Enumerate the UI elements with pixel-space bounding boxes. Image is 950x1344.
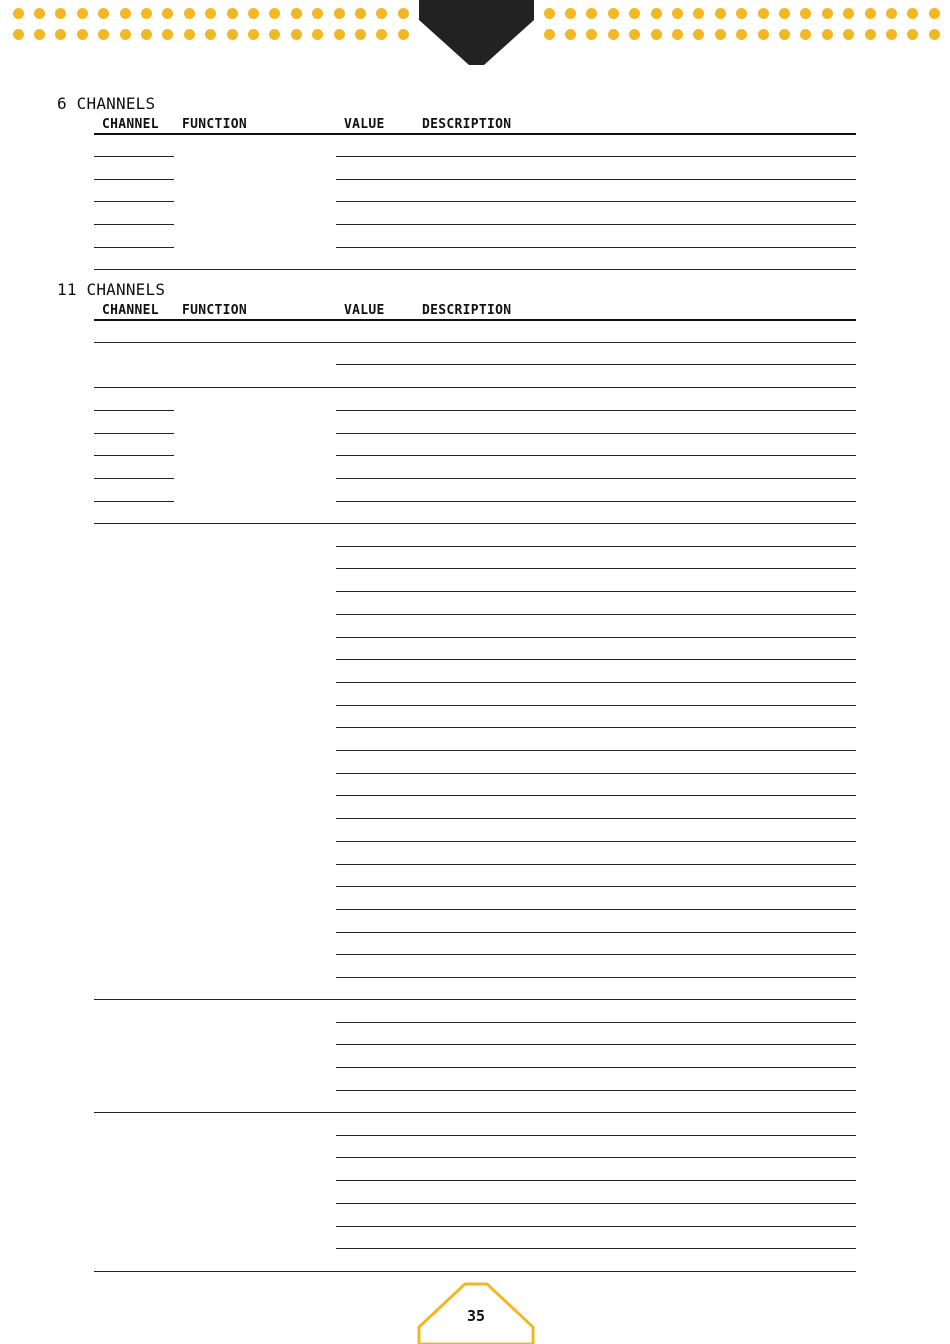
border-dot bbox=[651, 8, 662, 19]
border-dot bbox=[565, 29, 576, 40]
border-dot bbox=[929, 29, 940, 40]
value-description-underline bbox=[336, 591, 856, 592]
border-dot bbox=[865, 8, 876, 19]
border-dot bbox=[843, 8, 854, 19]
value-description-underline bbox=[336, 433, 856, 434]
border-dot bbox=[248, 29, 259, 40]
border-dot bbox=[886, 8, 897, 19]
table-row-separator bbox=[94, 387, 856, 388]
border-dot bbox=[162, 29, 173, 40]
channel-cell-underline bbox=[94, 224, 174, 225]
value-description-underline bbox=[336, 727, 856, 728]
border-dot bbox=[291, 8, 302, 19]
border-dot bbox=[227, 29, 238, 40]
border-dot bbox=[715, 8, 726, 19]
border-dot bbox=[376, 8, 387, 19]
value-description-underline bbox=[336, 224, 856, 225]
value-description-underline bbox=[336, 1203, 856, 1204]
page-number: 35 bbox=[466, 1307, 486, 1325]
value-description-underline bbox=[336, 864, 856, 865]
top-notch-shape bbox=[419, 0, 534, 65]
border-dot bbox=[269, 29, 280, 40]
border-dot bbox=[715, 29, 726, 40]
table-row-separator bbox=[94, 269, 856, 270]
value-description-underline bbox=[336, 841, 856, 842]
border-dot bbox=[55, 8, 66, 19]
value-description-underline bbox=[336, 1248, 856, 1249]
table-row-separator bbox=[94, 342, 856, 343]
table-header-rule bbox=[94, 319, 856, 321]
border-dot bbox=[843, 29, 854, 40]
channel-cell-underline bbox=[94, 247, 174, 248]
border-dot bbox=[586, 29, 597, 40]
value-description-underline bbox=[336, 156, 856, 157]
value-description-underline bbox=[336, 682, 856, 683]
border-dot bbox=[800, 8, 811, 19]
channel-cell-underline bbox=[94, 501, 174, 502]
border-dot bbox=[565, 8, 576, 19]
value-description-underline bbox=[336, 1135, 856, 1136]
border-dot bbox=[312, 29, 323, 40]
border-dot bbox=[355, 8, 366, 19]
border-dot bbox=[269, 8, 280, 19]
border-dot bbox=[544, 29, 555, 40]
section-title-6-channels: 6 CHANNELS bbox=[57, 94, 156, 113]
table-row-separator bbox=[94, 1271, 856, 1272]
table-header-rule bbox=[94, 133, 856, 135]
border-dot bbox=[865, 29, 876, 40]
border-dot bbox=[55, 29, 66, 40]
border-dot bbox=[184, 29, 195, 40]
table-row-separator bbox=[94, 1112, 856, 1113]
border-dot bbox=[758, 29, 769, 40]
border-dot bbox=[651, 29, 662, 40]
border-dot bbox=[227, 8, 238, 19]
border-dot bbox=[248, 8, 259, 19]
channel-cell-underline bbox=[94, 455, 174, 456]
border-dot bbox=[736, 29, 747, 40]
border-dot bbox=[355, 29, 366, 40]
value-description-underline bbox=[336, 818, 856, 819]
column-header-description: DESCRIPTION bbox=[422, 117, 512, 132]
border-dot bbox=[205, 8, 216, 19]
decorative-dot-border-left bbox=[0, 0, 420, 60]
border-dot bbox=[672, 8, 683, 19]
value-description-underline bbox=[336, 179, 856, 180]
border-dot bbox=[693, 29, 704, 40]
value-description-underline bbox=[336, 932, 856, 933]
border-dot bbox=[98, 8, 109, 19]
border-dot bbox=[184, 8, 195, 19]
border-dot bbox=[77, 8, 88, 19]
value-description-underline bbox=[336, 705, 856, 706]
border-dot bbox=[13, 29, 24, 40]
border-dot bbox=[629, 8, 640, 19]
border-dot bbox=[608, 29, 619, 40]
border-dot bbox=[586, 8, 597, 19]
value-description-underline bbox=[336, 478, 856, 479]
value-description-underline bbox=[336, 637, 856, 638]
column-header-channel: CHANNEL bbox=[102, 303, 159, 318]
channel-cell-underline bbox=[94, 201, 174, 202]
border-dot bbox=[334, 29, 345, 40]
value-description-underline bbox=[336, 977, 856, 978]
border-dot bbox=[120, 29, 131, 40]
value-description-underline bbox=[336, 909, 856, 910]
border-dot bbox=[672, 29, 683, 40]
value-description-underline bbox=[336, 614, 856, 615]
border-dot bbox=[758, 8, 769, 19]
value-description-underline bbox=[336, 568, 856, 569]
border-dot bbox=[98, 29, 109, 40]
value-description-underline bbox=[336, 1180, 856, 1181]
value-description-underline bbox=[336, 1044, 856, 1045]
value-description-underline bbox=[336, 773, 856, 774]
decorative-dot-border-right bbox=[535, 0, 950, 60]
section-title-11-channels: 11 CHANNELS bbox=[57, 280, 166, 299]
table-row-separator bbox=[94, 999, 856, 1000]
border-dot bbox=[608, 8, 619, 19]
value-description-underline bbox=[336, 1022, 856, 1023]
value-description-underline bbox=[336, 750, 856, 751]
channel-cell-underline bbox=[94, 410, 174, 411]
border-dot bbox=[141, 8, 152, 19]
value-description-underline bbox=[336, 1090, 856, 1091]
border-dot bbox=[205, 29, 216, 40]
column-header-function: FUNCTION bbox=[182, 117, 248, 132]
value-description-underline bbox=[336, 501, 856, 502]
border-dot bbox=[312, 8, 323, 19]
column-header-description: DESCRIPTION bbox=[422, 303, 512, 318]
border-dot bbox=[34, 8, 45, 19]
border-dot bbox=[929, 8, 940, 19]
border-dot bbox=[800, 29, 811, 40]
border-dot bbox=[376, 29, 387, 40]
value-description-underline bbox=[336, 201, 856, 202]
channel-cell-underline bbox=[94, 179, 174, 180]
border-dot bbox=[77, 29, 88, 40]
border-dot bbox=[141, 29, 152, 40]
border-dot bbox=[822, 8, 833, 19]
border-dot bbox=[13, 8, 24, 19]
value-description-underline bbox=[336, 954, 856, 955]
column-header-value: VALUE bbox=[344, 117, 385, 132]
border-dot bbox=[907, 29, 918, 40]
border-dot bbox=[886, 29, 897, 40]
border-dot bbox=[291, 29, 302, 40]
value-description-underline bbox=[336, 1067, 856, 1068]
border-dot bbox=[120, 8, 131, 19]
value-description-underline bbox=[336, 659, 856, 660]
border-dot bbox=[693, 8, 704, 19]
border-dot bbox=[398, 8, 409, 19]
border-dot bbox=[736, 8, 747, 19]
border-dot bbox=[907, 8, 918, 19]
border-dot bbox=[779, 8, 790, 19]
value-description-underline bbox=[336, 247, 856, 248]
value-description-underline bbox=[336, 1226, 856, 1227]
column-header-value: VALUE bbox=[344, 303, 385, 318]
border-dot bbox=[162, 8, 173, 19]
border-dot bbox=[398, 29, 409, 40]
column-header-channel: CHANNEL bbox=[102, 117, 159, 132]
value-description-underline bbox=[336, 1157, 856, 1158]
border-dot bbox=[34, 29, 45, 40]
table-row-separator bbox=[94, 523, 856, 524]
border-dot bbox=[544, 8, 555, 19]
border-dot bbox=[779, 29, 790, 40]
border-dot bbox=[822, 29, 833, 40]
channel-cell-underline bbox=[94, 433, 174, 434]
border-dot bbox=[629, 29, 640, 40]
value-description-underline bbox=[336, 546, 856, 547]
value-description-underline bbox=[336, 455, 856, 456]
border-dot bbox=[334, 8, 345, 19]
channel-cell-underline bbox=[94, 156, 174, 157]
column-header-function: FUNCTION bbox=[182, 303, 248, 318]
channel-cell-underline bbox=[94, 478, 174, 479]
value-description-underline bbox=[336, 795, 856, 796]
value-description-underline bbox=[336, 886, 856, 887]
value-description-underline bbox=[336, 410, 856, 411]
value-description-underline bbox=[336, 364, 856, 365]
